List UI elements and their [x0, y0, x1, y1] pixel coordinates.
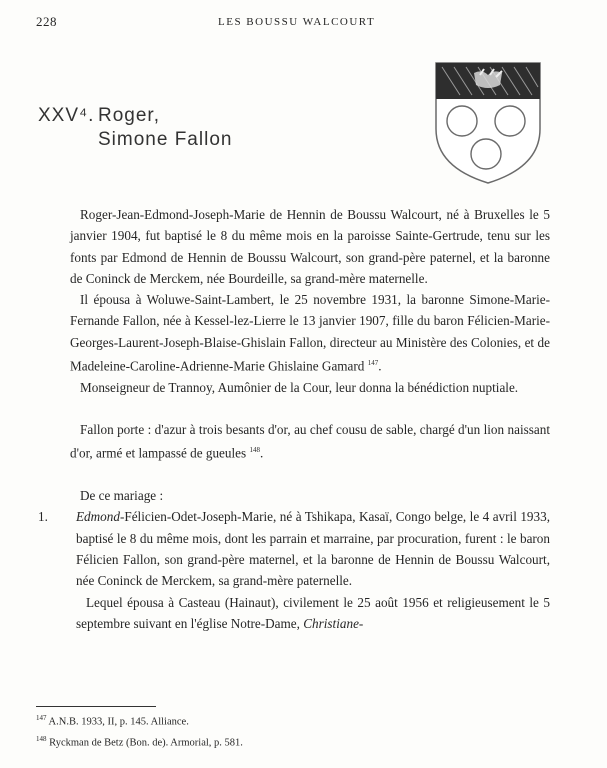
footnote-147: $^{147}$ A.N.B. 1933, II, p. 145. Alliance.	[36, 714, 189, 728]
child-name: Edmond	[76, 509, 120, 525]
paragraph-benediction: Monseigneur de Trannoy, Aumônier de la Cour, leur donna la bénédiction nuptiale.	[80, 379, 519, 395]
page-header	[36, 14, 571, 34]
section-number: XXV⁴.	[38, 105, 95, 126]
footnote-ref-148: 148	[249, 446, 260, 455]
footnote-divider	[36, 706, 156, 707]
footnotes	[36, 710, 243, 751]
title-name-line1: Roger,	[98, 105, 160, 126]
body-text	[38, 204, 550, 634]
running-head: LES BOUSSU WALCOURT	[218, 16, 376, 28]
section-title	[38, 104, 232, 152]
paragraph-issue: De ce mariage :	[80, 488, 164, 504]
paragraph-arms: Fallon porte : d'azur à trois besants d'or, au chef cousu de sable, chargé d'un lion naissant d'or, armé et lampassé de gueules $^{148}$.	[70, 422, 550, 461]
paragraph-marriage: Il épousa à Woluwe-Saint-Lambert, le 25 novembre 1931, la baronne Simone-Marie-Fernande Fallon, née à Kessel-lez-Lierre le 13 janvier 1907, fille du baron Félicien-Marie-Georges-Laurent-Joseph-Blaise-Ghislain Fallon, directeur au Ministère des Colonies, et de Madeleine-Caroline-Adrienne-Marie Ghislaine Gamard $^{147}$.	[70, 292, 550, 374]
paragraph-baptism: Roger-Jean-Edmond-Joseph-Marie de Hennin de Boussu Walcourt, né à Bruxelles le 5 janvier 1904, fut baptisé le 8 du même mois en la paroisse Sainte-Gertrude, tenu sur les fonts par Edmond de Hennin de Boussu Walcourt, son grand-père paternel, et la baronne de Coninck de Merckem, née Bourdeille, sa grand-mère maternelle.	[70, 207, 550, 286]
coat-of-arms-shield-icon	[432, 59, 544, 187]
footnote-148: $^{148}$ Ryckman de Betz (Bon. de). Armorial, p. 581.	[36, 734, 243, 748]
list-number: 1.	[38, 509, 48, 525]
list-item-continuation: Lequel épousa à Casteau (Hainaut), civilement le 25 août 1956 et religieusement le 5 septembre suivant en l'église Notre-Dame, Christiane-	[76, 594, 550, 631]
title-name-line2: Simone Fallon	[98, 129, 233, 150]
list-item-edmond: 1. Edmond-Félicien-Odet-Joseph-Marie, né à Tshikapa, Kasaï, Congo belge, le 4 avril 1933, baptisé le 8 du même mois, dont les parrain et marraine, par procuration, furent : le baron Félicien Fallon, son grand-père maternel, et la baronne de Hennin de Boussu Walcourt, née Coninck de Merckem, sa grand-mère paternelle.	[70, 506, 550, 591]
footnote-ref-147: 147	[367, 359, 379, 368]
page-number: 228	[36, 14, 57, 29]
